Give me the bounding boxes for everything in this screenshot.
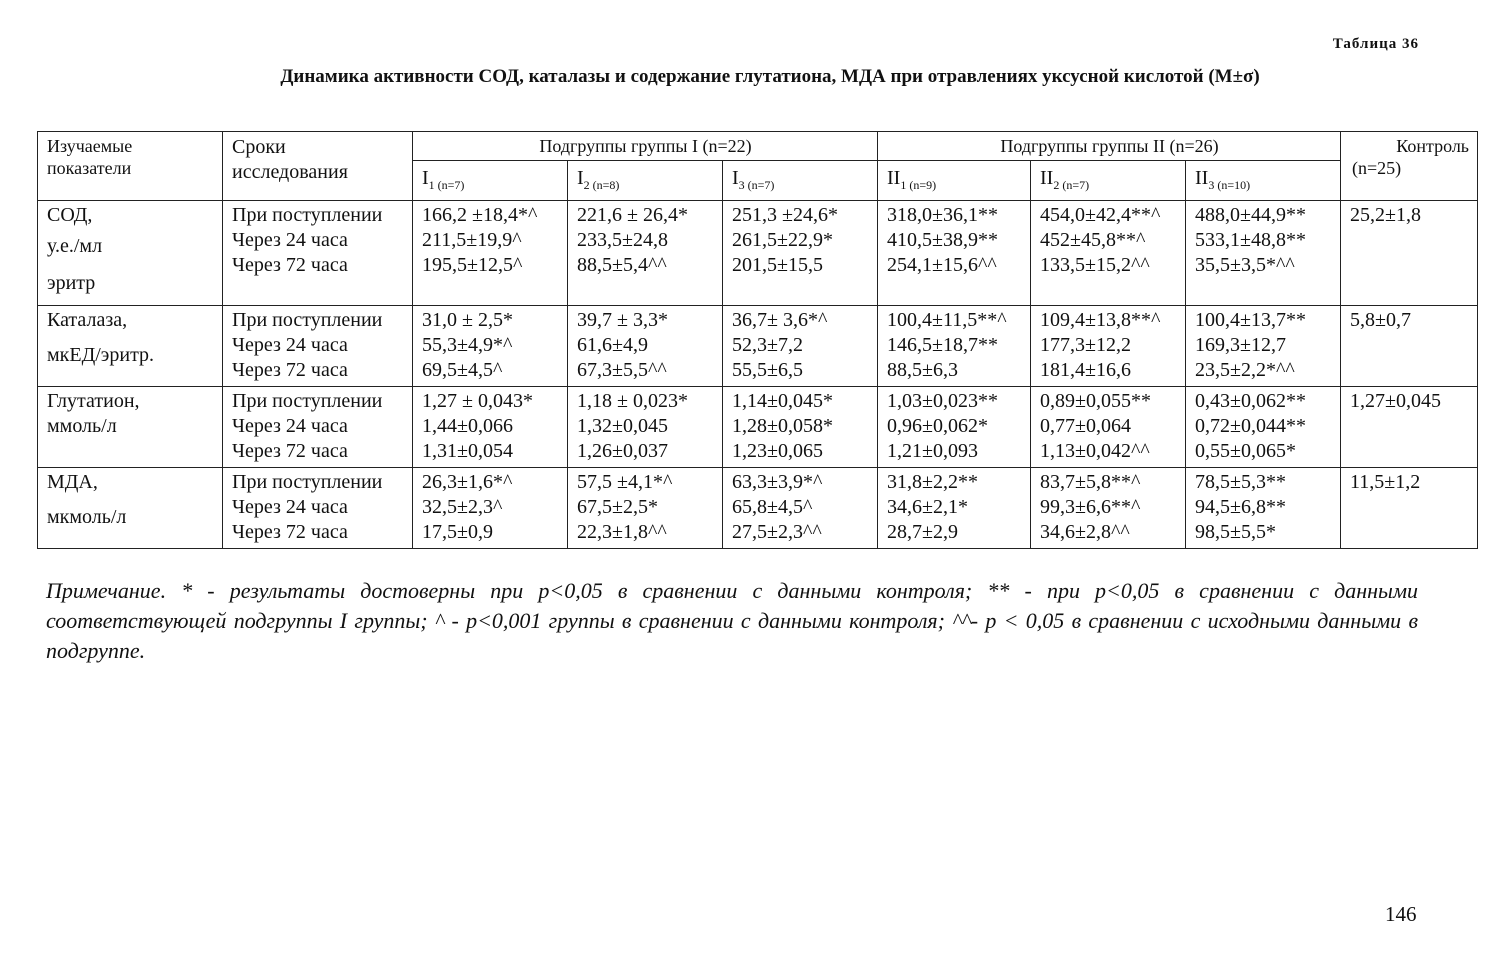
value-line: 0,77±0,064 — [1040, 415, 1131, 437]
value-line: 1,28±0,058* — [732, 415, 833, 437]
value-line: 32,5±2,3^ — [422, 496, 503, 518]
value-cell — [413, 201, 568, 306]
value-line: 22,3±1,8^^ — [577, 521, 667, 543]
value-cell — [878, 468, 1031, 549]
indicator-line: мкмоль/л — [47, 506, 127, 528]
value-line: 181,4±16,6 — [1040, 359, 1131, 381]
value-line: 35,5±3,5*^^ — [1195, 254, 1295, 276]
value-line: 1,32±0,045 — [577, 415, 668, 437]
control-cell: 11,5±1,2 — [1341, 468, 1478, 549]
value-line: 1,14±0,045* — [732, 390, 833, 412]
value-cell — [413, 387, 568, 468]
table-row — [38, 468, 1478, 549]
value-line: 83,7±5,8**^ — [1040, 471, 1141, 493]
value-line: 1,27 ± 0,043* — [422, 390, 533, 412]
control-cell: 1,27±0,045 — [1341, 387, 1478, 468]
header-subgroup — [568, 161, 723, 201]
value-line: 55,5±6,5 — [732, 359, 803, 381]
value-cell — [723, 306, 878, 387]
header-control-n: (n=25) — [1352, 158, 1402, 178]
subgroup-n: (n=7) — [1059, 178, 1090, 192]
term-line: При поступлении — [232, 204, 383, 226]
value-cell — [878, 306, 1031, 387]
header-terms: Сроки исследования — [223, 132, 413, 201]
value-line: 454,0±42,4**^ — [1040, 204, 1161, 226]
value-cell — [878, 201, 1031, 306]
header-subgroup — [1031, 161, 1186, 201]
control-cell: 25,2±1,8 — [1341, 201, 1478, 306]
indicator-line: мкЕД/эритр. — [47, 344, 155, 366]
indicator-line: Глутатион, — [47, 390, 140, 412]
value-line: 201,5±15,5 — [732, 254, 823, 276]
value-line: 99,3±6,6**^ — [1040, 496, 1141, 518]
term-line: Через 24 часа — [232, 334, 348, 356]
value-line: 1,21±0,093 — [887, 440, 978, 462]
value-cell — [723, 201, 878, 306]
term-line: При поступлении — [232, 309, 383, 331]
value-cell — [1031, 201, 1186, 306]
indicator-line: эритр — [47, 272, 96, 294]
term-line: При поступлении — [232, 390, 383, 412]
indicator-cell — [38, 387, 223, 468]
value-line: 1,44±0,066 — [422, 415, 513, 437]
term-line: Через 24 часа — [232, 415, 348, 437]
subgroup-index: 1 — [428, 178, 435, 192]
value-line: 98,5±5,5* — [1195, 521, 1276, 543]
value-line: 65,8±4,5^ — [732, 496, 813, 518]
value-cell — [723, 387, 878, 468]
value-line: 100,4±13,7** — [1195, 309, 1306, 331]
value-line: 31,8±2,2** — [887, 471, 978, 493]
header-row-groups — [38, 132, 1478, 161]
table-body — [38, 201, 1478, 549]
indicator-line: СОД, — [47, 204, 93, 226]
value-line: 211,5±19,9^ — [422, 229, 522, 251]
subgroup-index: 3 — [738, 178, 745, 192]
value-line: 109,4±13,8**^ — [1040, 309, 1161, 331]
term-line: Через 24 часа — [232, 229, 348, 251]
subgroup-base: II — [1040, 167, 1054, 189]
value-line: 0,55±0,065* — [1195, 440, 1296, 462]
subgroup-index: 3 — [1208, 178, 1215, 192]
header-group-2: Подгруппы группы II (n=26) — [878, 132, 1341, 161]
value-line: 67,3±5,5^^ — [577, 359, 667, 381]
subgroup-n: (n=10) — [1214, 178, 1251, 192]
subgroup-index: 2 — [1053, 178, 1060, 192]
value-line: 452±45,8**^ — [1040, 229, 1146, 251]
subgroup-base: I — [422, 167, 429, 189]
term-line: При поступлении — [232, 471, 383, 493]
value-line: 57,5 ±4,1*^ — [577, 471, 673, 493]
header-subgroup — [723, 161, 878, 201]
value-line: 0,43±0,062** — [1195, 390, 1306, 412]
value-line: 23,5±2,2*^^ — [1195, 359, 1295, 381]
value-line: 221,6 ± 26,4* — [577, 204, 688, 226]
table-label: Таблица 36 — [1332, 36, 1419, 52]
header-control-label: Контроль — [1396, 136, 1470, 156]
value-line: 133,5±15,2^^ — [1040, 254, 1150, 276]
indicator-line: МДА, — [47, 471, 98, 493]
indicator-line: Каталаза, — [47, 309, 128, 331]
subgroup-index: 2 — [583, 178, 590, 192]
value-line: 1,31±0,054 — [422, 440, 513, 462]
terms-cell — [223, 468, 413, 549]
value-cell — [413, 468, 568, 549]
table-row — [38, 201, 1478, 306]
table-note: Примечание. * - результаты достоверны при p<0,05 в сравнении с данными контроля; ** - при p<0,05 в сравнении с данными соответствующей подгруппы I группы; ^ - p<0,001 группы в сравнении с данными контроля; ^^- p < 0,05 в сравнении с исходными данными в подгруппе. — [46, 578, 1418, 663]
value-line: 251,3 ±24,6* — [732, 204, 838, 226]
subgroup-base: I — [577, 167, 584, 189]
subgroup-n: (n=9) — [906, 178, 937, 192]
subgroup-index: 1 — [900, 178, 907, 192]
header-indicators: Изучаемые показатели — [38, 132, 223, 201]
term-line: Через 72 часа — [232, 440, 348, 462]
value-cell — [1031, 306, 1186, 387]
value-line: 1,23±0,065 — [732, 440, 823, 462]
value-line: 88,5±5,4^^ — [577, 254, 667, 276]
value-cell — [568, 201, 723, 306]
value-line: 100,4±11,5**^ — [887, 309, 1007, 331]
value-line: 94,5±6,8** — [1195, 496, 1286, 518]
value-line: 195,5±12,5^ — [422, 254, 523, 276]
term-line: Через 72 часа — [232, 254, 348, 276]
value-cell — [568, 468, 723, 549]
value-cell — [1031, 387, 1186, 468]
header-subgroup — [1186, 161, 1341, 201]
value-line: 69,5±4,5^ — [422, 359, 503, 381]
table-row — [38, 306, 1478, 387]
value-line: 146,5±18,7** — [887, 334, 998, 356]
results-table — [37, 131, 1478, 549]
value-line: 0,89±0,055** — [1040, 390, 1151, 412]
value-cell — [568, 387, 723, 468]
subgroup-base: I — [732, 167, 739, 189]
indicator-cell — [38, 468, 223, 549]
value-cell — [1186, 468, 1341, 549]
value-line: 533,1±48,8** — [1195, 229, 1306, 251]
value-cell — [1031, 468, 1186, 549]
value-line: 61,6±4,9 — [577, 334, 648, 356]
term-line: Через 24 часа — [232, 496, 348, 518]
value-cell — [1186, 201, 1341, 306]
value-line: 17,5±0,9 — [422, 521, 493, 543]
table-row — [38, 387, 1478, 468]
value-line: 177,3±12,2 — [1040, 334, 1131, 356]
value-cell — [878, 387, 1031, 468]
value-line: 31,0 ± 2,5* — [422, 309, 513, 331]
terms-cell — [223, 306, 413, 387]
value-line: 88,5±6,3 — [887, 359, 958, 381]
value-line: 410,5±38,9** — [887, 229, 998, 251]
value-line: 261,5±22,9* — [732, 229, 833, 251]
subgroup-base: II — [1195, 167, 1209, 189]
header-subgroup — [878, 161, 1031, 201]
indicator-line: ммоль/л — [47, 415, 117, 437]
terms-cell — [223, 201, 413, 306]
value-line: 233,5±24,8 — [577, 229, 668, 251]
table-title: Динамика активности СОД, каталазы и содержание глутатиона, МДА при отравлениях уксусной кислотой (M±σ) — [280, 66, 1260, 87]
value-cell — [1186, 387, 1341, 468]
value-line: 63,3±3,9*^ — [732, 471, 823, 493]
value-line: 0,72±0,044** — [1195, 415, 1306, 437]
page-number: 146 — [1385, 902, 1417, 926]
value-line: 27,5±2,3^^ — [732, 521, 822, 543]
indicator-cell — [38, 306, 223, 387]
value-line: 26,3±1,6*^ — [422, 471, 513, 493]
header-subgroup — [413, 161, 568, 201]
value-line: 1,26±0,037 — [577, 440, 668, 462]
value-line: 169,3±12,7 — [1195, 334, 1286, 356]
value-line: 254,1±15,6^^ — [887, 254, 997, 276]
indicator-line: у.е./мл — [47, 235, 103, 257]
value-line: 39,7 ± 3,3* — [577, 309, 668, 331]
value-line: 1,03±0,023** — [887, 390, 998, 412]
value-cell — [1186, 306, 1341, 387]
value-line: 166,2 ±18,4*^ — [422, 204, 538, 226]
value-cell — [413, 306, 568, 387]
subgroup-base: II — [887, 167, 901, 189]
terms-cell — [223, 387, 413, 468]
header-group-1: Подгруппы группы I (n=22) — [413, 132, 878, 161]
value-cell — [723, 468, 878, 549]
term-line: Через 72 часа — [232, 521, 348, 543]
header-control — [1341, 132, 1478, 201]
subgroup-n: (n=7) — [744, 178, 775, 192]
term-line: Через 72 часа — [232, 359, 348, 381]
value-line: 1,13±0,042^^ — [1040, 440, 1150, 462]
value-line: 36,7± 3,6*^ — [732, 309, 828, 331]
value-line: 34,6±2,1* — [887, 496, 968, 518]
value-cell — [568, 306, 723, 387]
value-line: 34,6±2,8^^ — [1040, 521, 1130, 543]
value-line: 28,7±2,9 — [887, 521, 958, 543]
value-line: 0,96±0,062* — [887, 415, 988, 437]
value-line: 52,3±7,2 — [732, 334, 803, 356]
subgroup-n: (n=8) — [589, 178, 620, 192]
value-line: 318,0±36,1** — [887, 204, 998, 226]
indicator-cell — [38, 201, 223, 306]
value-line: 55,3±4,9*^ — [422, 334, 513, 356]
control-cell: 5,8±0,7 — [1341, 306, 1478, 387]
value-line: 67,5±2,5* — [577, 496, 658, 518]
value-line: 488,0±44,9** — [1195, 204, 1306, 226]
subgroup-n: (n=7) — [434, 178, 465, 192]
value-line: 1,18 ± 0,023* — [577, 390, 688, 412]
value-line: 78,5±5,3** — [1195, 471, 1286, 493]
